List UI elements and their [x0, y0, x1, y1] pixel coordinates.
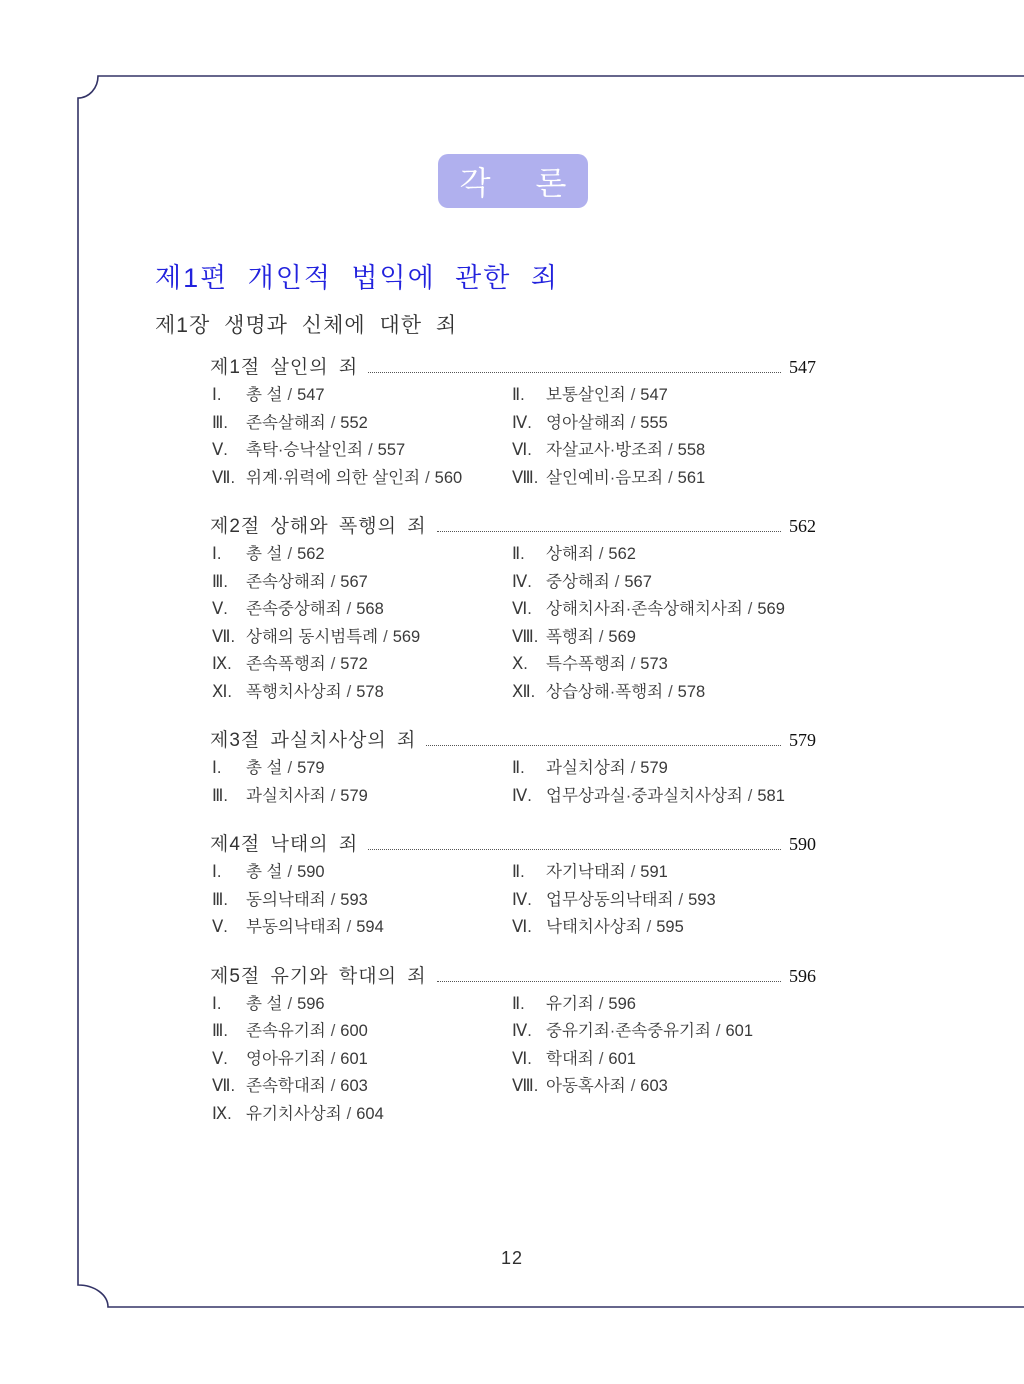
toc-item-text: 존속폭행죄 — [246, 655, 326, 673]
toc-item-text: 상해치사죄·존속상해치사죄 — [546, 600, 743, 618]
toc-item-page: 604 — [356, 1104, 384, 1123]
toc-section-items — [210, 382, 816, 492]
toc-item-page: 578 — [677, 682, 706, 701]
toc-item-separator: / — [425, 468, 430, 487]
toc-item-text: 상습상해·폭행죄 — [546, 682, 664, 701]
toc-item-separator: / — [646, 918, 652, 936]
toc-item-separator: / — [614, 572, 620, 591]
toc-item-page: 601 — [725, 1022, 754, 1040]
toc-item-page: 601 — [608, 1049, 636, 1068]
toc-item-text: 영아살해죄 — [546, 413, 626, 432]
toc-item-separator: / — [368, 441, 373, 459]
toc-item-page: 573 — [640, 655, 668, 673]
toc-item-page: 594 — [356, 918, 384, 936]
toc-item-numeral: Ⅺ. — [212, 682, 232, 701]
toc-item-separator: / — [330, 1077, 336, 1095]
toc-item-text: 학대죄 — [546, 1049, 594, 1068]
toc-item-separator: / — [598, 627, 604, 646]
toc-item-page: 595 — [656, 918, 684, 936]
toc-item-page: 601 — [340, 1049, 368, 1068]
toc-item-numeral: Ⅸ. — [212, 655, 232, 673]
toc-item-separator: / — [383, 627, 388, 646]
toc-item — [212, 783, 512, 811]
toc-section-title: 제3절 과실치사상의 죄 — [210, 730, 417, 751]
toc-item-separator: / — [346, 1104, 352, 1123]
toc-item-page: 603 — [640, 1077, 668, 1095]
toc-item — [212, 914, 512, 942]
toc-section-page: 579 — [789, 730, 816, 750]
toc-item-page: 596 — [297, 994, 325, 1013]
toc-item-text: 상해죄 — [546, 545, 594, 563]
toc-item-numeral: Ⅰ. — [212, 759, 222, 777]
toc-item-separator: / — [330, 1049, 336, 1068]
toc-item-separator: / — [346, 600, 352, 618]
toc-item-separator: / — [678, 890, 684, 909]
toc-item-numeral: Ⅴ. — [212, 1049, 228, 1068]
toc-item — [212, 755, 512, 783]
toc-item-separator: / — [598, 1049, 604, 1068]
toc-section-header — [210, 728, 816, 753]
toc-item-numeral: Ⅳ. — [512, 890, 532, 909]
toc-item-text: 중상해죄 — [546, 572, 610, 591]
toc-item-page: 569 — [757, 600, 785, 618]
toc-item-separator: / — [330, 655, 336, 673]
toc-section-page: 547 — [789, 357, 816, 377]
toc-item — [512, 465, 816, 493]
toc-item-numeral: Ⅴ. — [212, 441, 228, 459]
toc-item-numeral: Ⅲ. — [212, 572, 228, 591]
toc-item-page: 591 — [640, 863, 668, 881]
toc-item-separator: / — [630, 413, 636, 432]
toc-item-numeral: Ⅶ. — [212, 468, 236, 487]
toc-item-numeral: Ⅶ. — [212, 627, 236, 646]
toc-item-numeral: Ⅱ. — [512, 386, 525, 404]
toc-item-text: 특수폭행죄 — [546, 655, 626, 673]
toc-item-numeral: Ⅱ. — [512, 863, 525, 881]
toc-item-separator: / — [287, 386, 293, 404]
toc-section-header — [210, 832, 816, 857]
toc-section — [210, 355, 816, 492]
toc-section-title: 제2절 상해와 폭행의 죄 — [210, 516, 427, 537]
toc-item — [512, 914, 816, 942]
toc-item-text: 낙태치사상죄 — [546, 918, 642, 936]
toc-item-text: 동의낙태죄 — [246, 890, 326, 909]
toc-item-page: 569 — [608, 627, 636, 646]
toc-item-separator: / — [287, 545, 293, 563]
toc-item-numeral: Ⅲ. — [212, 1022, 228, 1040]
chapter-title: 제1장 생명과 신체에 대한 죄 — [155, 314, 458, 337]
toc-item-text: 부동의낙태죄 — [246, 918, 342, 936]
toc-item — [212, 859, 512, 887]
toc-item-numeral: Ⅳ. — [512, 1022, 532, 1040]
toc-section-page: 562 — [789, 516, 816, 536]
toc-item — [212, 596, 512, 624]
toc-item — [212, 1018, 512, 1046]
toc-item — [212, 1046, 512, 1074]
toc-item — [212, 624, 512, 652]
toc-item — [512, 1018, 816, 1046]
toc-item-page: 561 — [677, 468, 706, 487]
toc-item-text: 업무상과실·중과실치사상죄 — [546, 786, 743, 805]
toc-item — [512, 991, 816, 1019]
toc-item-numeral: Ⅰ. — [212, 545, 222, 563]
toc-item-text: 폭행죄 — [546, 627, 594, 646]
toc-item-numeral: Ⅱ. — [512, 994, 525, 1013]
toc-item-page: 562 — [297, 545, 325, 563]
toc-item-page: 560 — [434, 468, 463, 487]
toc-item — [512, 596, 816, 624]
dot-leader — [426, 743, 781, 746]
toc-item-page: 547 — [297, 386, 325, 404]
toc-item-text: 위계·위력에 의한 살인죄 — [246, 468, 421, 487]
toc-item-page: 579 — [640, 759, 668, 777]
toc-section — [210, 964, 816, 1129]
toc-item-text: 존속중상해죄 — [246, 600, 342, 618]
toc-item-numeral: Ⅳ. — [512, 413, 532, 432]
toc-item-text: 총 설 — [246, 759, 283, 777]
toc-item-separator: / — [598, 545, 604, 563]
toc-item — [512, 1046, 816, 1074]
toc-item-numeral: Ⅷ. — [512, 1077, 539, 1095]
toc-item-numeral: Ⅻ. — [512, 682, 536, 701]
toc-item-separator: / — [598, 994, 604, 1013]
toc-item-page: 552 — [340, 413, 368, 432]
toc-item-separator: / — [287, 994, 293, 1013]
toc-item-separator: / — [630, 863, 636, 881]
toc-item-numeral: Ⅴ. — [212, 918, 228, 936]
toc-item — [212, 541, 512, 569]
toc-item-text: 폭행치사상죄 — [246, 682, 342, 701]
footer-page-number: 12 — [500, 1248, 524, 1268]
toc-item-text: 촉탁·승낙살인죄 — [246, 441, 364, 459]
toc-item-numeral: Ⅱ. — [512, 759, 525, 777]
toc-item-numeral: Ⅰ. — [212, 994, 222, 1013]
toc-item — [212, 991, 512, 1019]
toc-section — [210, 832, 816, 942]
toc-section-header — [210, 514, 816, 539]
toc-item-text: 아동혹사죄 — [546, 1077, 626, 1095]
toc-item-page: 547 — [640, 386, 668, 404]
toc-item-page: 596 — [608, 994, 636, 1013]
toc-item — [512, 569, 816, 597]
toc-section-items — [210, 859, 816, 942]
toc-item — [212, 651, 512, 679]
toc-item — [212, 679, 512, 707]
toc-item — [512, 859, 816, 887]
part-badge — [438, 154, 588, 208]
toc-item-separator: / — [330, 890, 336, 909]
toc-item — [512, 755, 816, 783]
toc-item-page: 581 — [757, 786, 785, 805]
toc-item-page: 572 — [340, 655, 368, 673]
toc-item-numeral: Ⅰ. — [212, 386, 222, 404]
toc-section-page: 590 — [789, 834, 816, 854]
toc-item-text: 보통살인죄 — [546, 386, 626, 404]
toc-item-separator: / — [287, 863, 293, 881]
toc-item — [212, 382, 512, 410]
toc-item — [512, 382, 816, 410]
toc-item — [212, 1073, 512, 1101]
toc-item-text: 유기치사상죄 — [246, 1104, 342, 1123]
part-title: 제1편 개인적 법익에 관한 죄 — [155, 263, 559, 293]
toc-item-separator: / — [330, 786, 336, 805]
toc-item — [512, 887, 816, 915]
dot-leader — [368, 370, 781, 373]
toc-item-text: 존속상해죄 — [246, 572, 326, 591]
toc-item-text: 자살교사·방조죄 — [546, 441, 664, 459]
dot-leader — [437, 979, 781, 982]
toc-item-text: 과실치상죄 — [546, 759, 626, 777]
toc-item-page: 579 — [340, 786, 368, 805]
toc-item-page: 578 — [356, 682, 384, 701]
toc-item-separator: / — [668, 441, 673, 459]
toc-item-text: 업무상동의낙태죄 — [546, 890, 674, 909]
toc-item-numeral: Ⅳ. — [512, 572, 532, 591]
toc-item-numeral: Ⅰ. — [212, 863, 222, 881]
toc-item-numeral: Ⅶ. — [212, 1077, 236, 1095]
toc-item-numeral: Ⅲ. — [212, 786, 228, 805]
toc-item-separator: / — [668, 468, 673, 487]
toc-item-numeral: Ⅲ. — [212, 890, 228, 909]
toc-section-header — [210, 964, 816, 989]
toc-item — [512, 1073, 816, 1101]
toc-item-text: 영아유기죄 — [246, 1049, 326, 1068]
toc-section-items — [210, 755, 816, 810]
toc-item — [212, 1101, 512, 1129]
toc-item-text: 총 설 — [246, 545, 283, 563]
toc-item-separator: / — [330, 1022, 336, 1040]
toc-item — [212, 569, 512, 597]
toc-item-text: 유기죄 — [546, 994, 594, 1013]
toc-item-separator: / — [747, 786, 753, 805]
toc-item-separator: / — [630, 386, 636, 404]
toc-item-separator: / — [330, 572, 336, 591]
toc-section-items — [210, 991, 816, 1129]
toc-item-separator: / — [287, 759, 293, 777]
toc-item-numeral: Ⅲ. — [212, 413, 228, 432]
toc-item-text: 총 설 — [246, 863, 283, 881]
toc-item-text: 총 설 — [246, 386, 283, 404]
toc-item-page: 562 — [608, 545, 636, 563]
toc-item-page: 568 — [356, 600, 384, 618]
toc-item-separator: / — [630, 1077, 636, 1095]
toc-item-page: 557 — [377, 441, 406, 459]
toc-item-page: 593 — [688, 890, 716, 909]
toc — [210, 355, 816, 1150]
toc-item-separator: / — [668, 682, 673, 701]
toc-item-text: 과실치사죄 — [246, 786, 326, 805]
toc-item-page: 600 — [340, 1022, 368, 1040]
toc-section-title: 제4절 낙태의 죄 — [210, 834, 359, 855]
toc-item-separator: / — [630, 759, 636, 777]
toc-item-text: 존속살해죄 — [246, 413, 326, 432]
toc-item-numeral: Ⅷ. — [512, 468, 539, 487]
toc-item-numeral: Ⅵ. — [512, 1049, 532, 1068]
toc-section-page: 596 — [789, 965, 816, 986]
toc-item-numeral: Ⅳ. — [512, 786, 532, 805]
toc-item-numeral: Ⅵ. — [512, 441, 532, 459]
toc-section-header — [210, 355, 816, 380]
toc-section-title: 제1절 살인의 죄 — [210, 357, 359, 378]
toc-item-page: 567 — [340, 572, 368, 591]
dot-leader — [368, 847, 781, 850]
toc-section — [210, 514, 816, 706]
toc-item-numeral: Ⅵ. — [512, 600, 532, 618]
dot-leader — [437, 529, 781, 532]
toc-item-text: 총 설 — [246, 994, 283, 1013]
toc-item-page: 567 — [624, 572, 652, 591]
toc-item-page: 590 — [297, 863, 325, 881]
toc-item-page: 569 — [392, 627, 421, 646]
toc-item — [212, 465, 512, 493]
toc-item-separator: / — [346, 682, 352, 701]
toc-item-numeral: Ⅸ. — [212, 1104, 232, 1123]
toc-item-text: 존속유기죄 — [246, 1022, 326, 1040]
toc-item — [512, 437, 816, 465]
toc-item — [512, 679, 816, 707]
toc-item-text: 자기낙태죄 — [546, 863, 626, 881]
toc-item — [212, 887, 512, 915]
toc-item — [512, 410, 816, 438]
toc-item-numeral: Ⅵ. — [512, 918, 532, 936]
toc-item — [512, 624, 816, 652]
toc-item — [212, 410, 512, 438]
toc-item-separator: / — [630, 655, 636, 673]
toc-item-numeral: Ⅱ. — [512, 545, 525, 563]
toc-item — [512, 651, 816, 679]
toc-section-title: 제5절 유기와 학대의 죄 — [210, 965, 427, 987]
toc-item — [512, 541, 816, 569]
toc-item-text: 중유기죄·존속중유기죄 — [546, 1022, 711, 1040]
toc-item-text: 살인예비·음모죄 — [546, 468, 664, 487]
toc-item-page: 558 — [677, 441, 706, 459]
toc-item-numeral: Ⅴ. — [212, 600, 228, 618]
toc-item-separator: / — [715, 1022, 721, 1040]
toc-item-numeral: Ⅹ. — [512, 655, 528, 673]
toc-item-page: 579 — [297, 759, 325, 777]
toc-item-text: 존속학대죄 — [246, 1077, 326, 1095]
toc-item-page: 555 — [640, 413, 668, 432]
toc-item-separator: / — [330, 413, 336, 432]
toc-item-separator: / — [346, 918, 352, 936]
toc-item — [512, 783, 816, 811]
part-badge-label: 각 론 — [459, 165, 585, 201]
toc-item-separator: / — [747, 600, 753, 618]
toc-item-numeral: Ⅷ. — [512, 627, 539, 646]
toc-section-items — [210, 541, 816, 706]
toc-item — [212, 437, 512, 465]
toc-item-page: 603 — [340, 1077, 368, 1095]
toc-section — [210, 728, 816, 810]
toc-item-text: 상해의 동시범특례 — [246, 627, 379, 646]
toc-item-page: 593 — [340, 890, 368, 909]
